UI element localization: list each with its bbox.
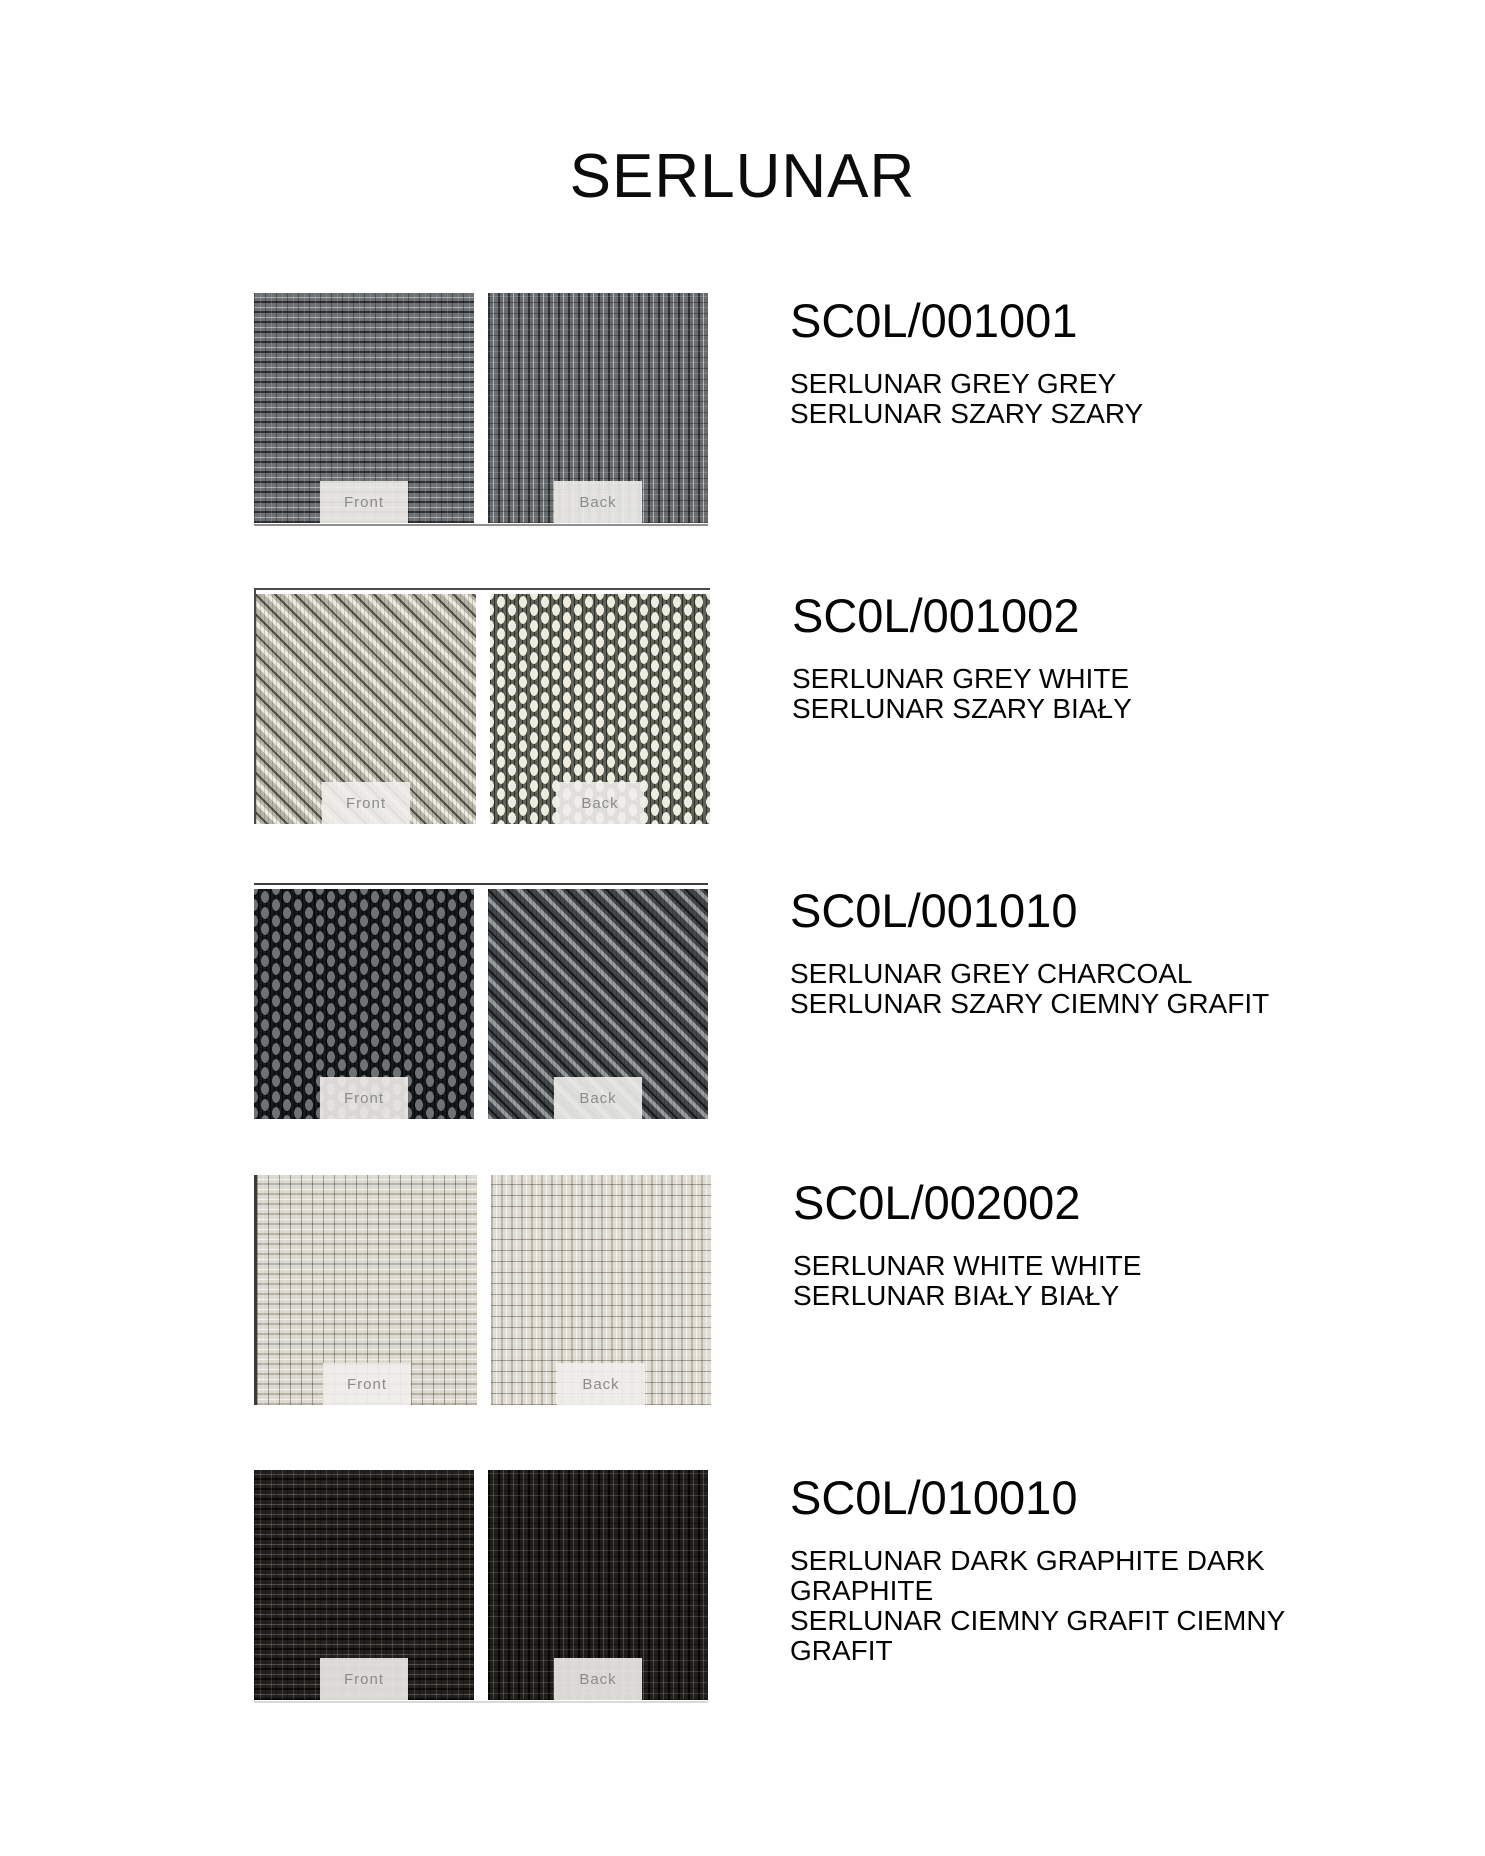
swatch-figure [254, 883, 708, 1119]
product-code: SC0L/010010 [790, 1471, 1078, 1524]
page-title: SERLUNAR [569, 142, 916, 211]
description-line: SERLUNAR DARK GRAPHITE DARK [790, 1545, 1265, 1576]
back-label: Back [554, 481, 642, 523]
front-label: Front [322, 782, 410, 824]
front-label: Front [320, 1077, 408, 1119]
fabric-swatch-back [490, 594, 710, 824]
front-label: Front [320, 481, 408, 523]
product-description [790, 369, 1143, 429]
product-row [254, 293, 1143, 526]
back-label: Back [554, 1658, 642, 1700]
product-code: SC0L/002002 [793, 1176, 1081, 1229]
description-line: SERLUNAR BIAŁY BIAŁY [793, 1280, 1120, 1311]
swatch-figure [254, 588, 710, 824]
fabric-swatch-front [254, 889, 474, 1119]
product-row [254, 883, 1269, 1119]
fabric-swatch-front [254, 1470, 474, 1700]
product-description [793, 1251, 1141, 1311]
description-line: SERLUNAR GREY WHITE [792, 663, 1130, 694]
product-info [793, 1175, 1141, 1311]
product-row [254, 1175, 1141, 1405]
description-line: SERLUNAR GREY GREY [790, 368, 1117, 399]
description-line: SERLUNAR GREY CHARCOAL [790, 958, 1193, 989]
description-line: SERLUNAR SZARY BIAŁY [792, 693, 1132, 724]
front-label: Front [323, 1363, 411, 1405]
product-code: SC0L/001010 [790, 884, 1078, 937]
product-row [254, 1470, 1285, 1703]
product-description [790, 959, 1269, 1019]
swatch-figure [254, 1470, 708, 1703]
product-info [790, 1470, 1285, 1666]
description-line: SERLUNAR SZARY SZARY [790, 398, 1144, 429]
swatch-figure [254, 293, 708, 526]
description-line: SERLUNAR SZARY CIEMNY GRAFIT [790, 988, 1270, 1019]
description-line: GRAFIT [790, 1635, 893, 1666]
product-row [254, 588, 1132, 824]
back-label: Back [556, 782, 644, 824]
product-info [792, 588, 1132, 724]
fabric-swatch-back [488, 889, 708, 1119]
description-line: SERLUNAR CIEMNY GRAFIT CIEMNY [790, 1605, 1286, 1636]
product-info [790, 293, 1143, 429]
product-description [792, 664, 1132, 724]
fabric-swatch-front [257, 1175, 477, 1405]
front-label: Front [320, 1658, 408, 1700]
fabric-swatch-back [488, 293, 708, 523]
back-label: Back [557, 1363, 645, 1405]
description-line: GRAPHITE [790, 1575, 934, 1606]
fabric-swatch-front [254, 293, 474, 523]
back-label: Back [554, 1077, 642, 1119]
product-code: SC0L/001002 [792, 589, 1080, 642]
fabric-swatch-front [256, 594, 476, 824]
product-description [790, 1546, 1285, 1666]
product-code: SC0L/001001 [790, 294, 1078, 347]
description-line: SERLUNAR WHITE WHITE [793, 1250, 1142, 1281]
product-info [790, 883, 1269, 1019]
fabric-swatch-back [491, 1175, 711, 1405]
fabric-swatch-back [488, 1470, 708, 1700]
swatch-figure [254, 1175, 711, 1405]
